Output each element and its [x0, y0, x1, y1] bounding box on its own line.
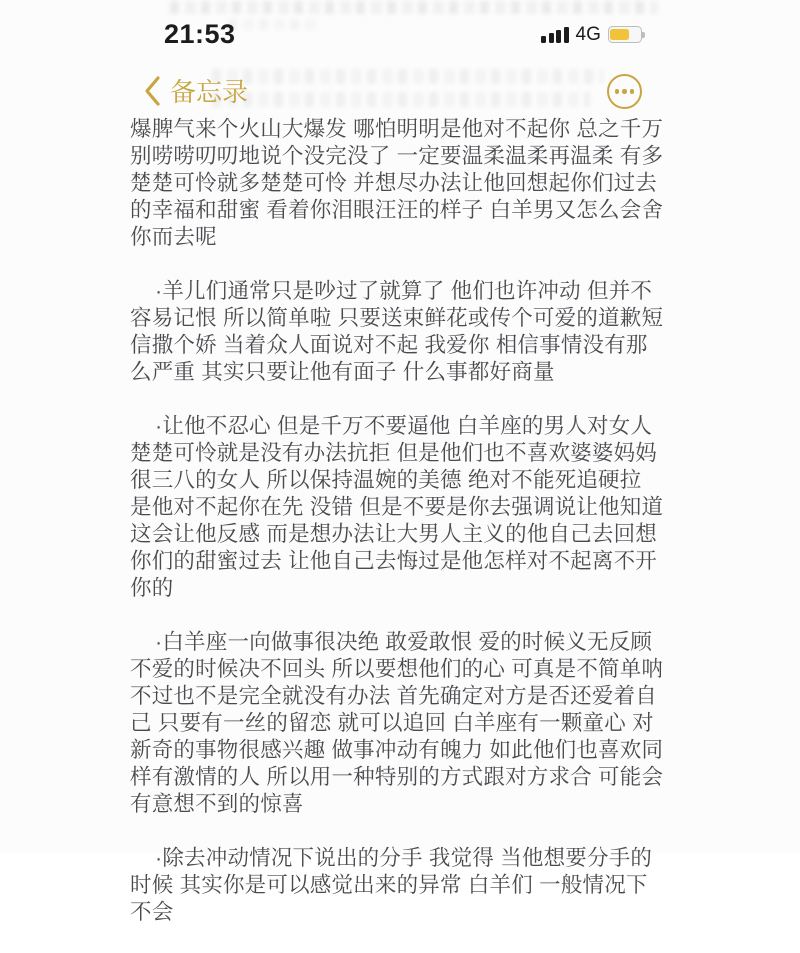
- ghost-artifact: [212, 92, 590, 107]
- more-options-button[interactable]: [607, 74, 642, 109]
- status-icons: [541, 26, 642, 43]
- signal-bar: [556, 30, 561, 43]
- battery-fill: [610, 29, 629, 40]
- ellipsis-icon: [615, 89, 635, 94]
- ghost-artifact: [170, 1, 658, 14]
- note-paragraph: ·除去冲动情况下说出的分手 我觉得 当他想要分手的时候 其实你是可以感觉出来的异常 白羊们 一般情况下不会: [130, 846, 653, 924]
- note-paragraph: ·让他不忍心 但是千万不要逼他 白羊座的男人对女人楚楚可怜就是没有办法抗拒 但是他们也不喜欢婆婆妈妈很三八的女人 所以保持温婉的美德 绝对不能死追硬拉 是他对不起你在先 没错 但是不要是你去强调说让他知道 这会让他反感 而是想办法让大男人主义的他自己去回想你们的甜蜜过去 让他自己去悔过是他怎样对不起离不开你的: [130, 414, 664, 600]
- battery-icon: [608, 26, 642, 43]
- signal-bar: [549, 33, 554, 43]
- chevron-left-icon: [144, 76, 161, 106]
- note-paragraph: ·白羊座一向做事很决绝 敢爱敢恨 爱的时候义无反顾 不爱的时候决不回头 所以要想他们的心 可真是不简单呐 不过也不是完全就没有办法 首先确定对方是否还爱着自己 只要有一丝的留恋 就可以追回 白羊座有一颗童心 对新奇的事物很感兴趣 做事冲动有魄力 如此他们也喜欢同样有激情的人 所以用一种特别的方式跟对方求合 可能会有意想不到的惊喜: [130, 630, 664, 816]
- back-button-label: 备忘录: [170, 77, 249, 107]
- signal-bar: [541, 36, 546, 43]
- network-type-label: 4G: [575, 24, 601, 45]
- back-button[interactable]: [144, 72, 248, 109]
- ghost-artifact: [228, 19, 320, 30]
- note-body-editor[interactable]: [130, 116, 665, 953]
- note-paragraph: 爆脾气来个火山大爆发 哪怕明明是他对不起你 总之千万别唠唠叨叨地说个没完没了 一定要温柔温柔再温柔 有多楚楚可怜就多楚楚可怜 并想尽办法让他回想起你们过去的幸福和甜蜜 看着你泪眼汪汪的样子 白羊男又怎么会舍你而去呢: [130, 117, 664, 249]
- signal-bar: [564, 27, 569, 43]
- ghost-artifact: [212, 69, 604, 84]
- note-paragraph: ·羊儿们通常只是吵过了就算了 他们也许冲动 但并不容易记恨 所以简单啦 只要送束鲜花或传个可爱的道歉短信撒个娇 当着众人面说对不起 我爱你 相信事情没有那么严重 其实只要让他有面子 什么事都好商量: [130, 279, 664, 384]
- battery-nub: [642, 32, 645, 39]
- cellular-signal-icon: [541, 26, 569, 43]
- status-time: 21:53: [164, 19, 236, 49]
